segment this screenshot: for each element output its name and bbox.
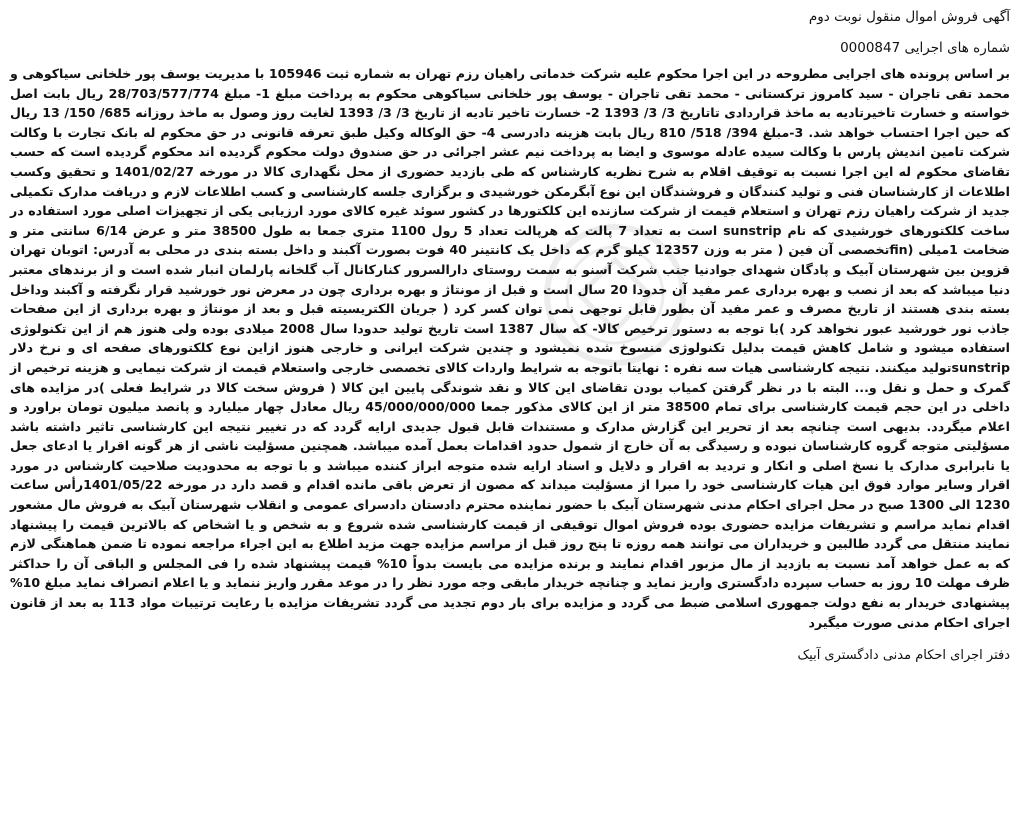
notice-title: آگهی فروش اموال منقول نوبت دوم [808, 9, 1010, 25]
case-numbers: شماره های اجرایی 0000847 [840, 40, 1010, 56]
notice-body: بر اساس پرونده های اجرایی مطروحه در این اجرا محکوم علیه شرکت خدماتی راهیان رزم تهران به شماره ثبت 105946 با مدیریت یوسف پور خلخانی سیاکوهی و محمد تقی تاجران - سید کامروز ترکستانی - محمد تقی تاجران - یوسف پور خلخانی سیاکوهی محکوم به پرداخت مبلغ 1- مبلغ 28/703/577/774 ریال بابت اصل خواسته و خسارت تاخیرتادیه به ماخذ قراردادی تاتاریخ 3/ 3/ 1393 2- خسارت تاخیر تادیه از تاریخ 3/ 3/ 1393 لغایت روز وصول به ماخذ روزانه 685/ 150/ 13 ریال که حین اجرا احتساب خواهد شد. 3-مبلغ 394/ 518/ 810 ریال بابت هزینه دادرسی 4- حق الوکاله وکیل طبق تعرفه قانونی در حق محکوم له بانک تجارت با وکالت شرکت تامین اندیش پارس با وکالت سیده عادله موسوی و ایضا به پرداخت نیم عشر اجرائی در حق صندوق دولت محکوم گردیده اند محکوم گردیده است که حسب تقاضای محکوم له این اجرا نسبت به توقیف اقلام به شرح نظریه کارشناس که طی بازدید حضوری از محل نگهداری کالا در مورخه 1401/02/27 و تحقیق وکسب اطلاعات از کارشناسان فنی و تولید کنندگان و فروشندگان این نوع آبگرمکن خورشیدی و برگزاری جلسه کارشناسی و کسب اطلاعات لازم و دریافت مدارک تکمیلی جدید از شرکت راهیان رزم تهران و استعلام قیمت از شرکت سازنده این کلکتورها در کشور سوئد غیره کالای مورد ارزیابی یکی از تجهیزات اصلی مورد استفاده در ساخت کلکتورهای خورشیدی که نام sunstrip است به تعداد 7 پالت که هرپالت تعداد 5 رول 1100 متری جمعا به طول 38500 متر و عرض 6/14 سانتی متر و ضخامت 1میلی (finتخصصی آن فین ( متر به وزن 12357 کیلو گرم که داخل یک کانتینر 40 فوت بصورت آکبند و داخل بسته بندی در محلی به آدرس: اتوبان تهران قزوین بین شهرستان آبیک و پادگان شهدای جوادنیا جنب شرکت آسنو به سمت روستای دارالسرور کنارکانال آب گلخانه پارلمان انبار شده است و از برندهای معتبر دنیا میباشد که بعد از نصب و بهره برداری عمر مفید آن حدودا 20 سال است و قبل از مونتاژ و بهره برداری چون در معرض نور خورشید قرار نگرفته و آکبند وداخل بسته بندی هستند از تاریخ مصرف و عمر مفید آن بطور قابل توجهی نمی توان کسر کرد ( جریان الکتریسیته قبل و بعد از مونتاژ و بهره برداری از این صفحات جاذب نور خورشید عبور نخواهد کرد )با توجه به دستور ترخیص کالا- که سال 1387 است تاریخ تولید حدودا سال 2008 میلادی بوده ولی هنوز هم از این تکنولوژی استفاده میشود و شامل کاهش قیمت بدلیل تکنولوژی منسوخ شده نمیشود و چندین شرکت ایرانی و خارجی هنوز ازاین نوع کلکتورهای صفحه ای و نرخ دلار sunstripتولید میکنند. نتیجه کارشناسی هیات سه نفره : نهایتا باتوجه به شرایط واردات کالای تخصصی خارجی واستعلام قیمت از شرکت نیمایی و هزینه ترخیص از گمرک و حمل و نقل و... البته با در نظر گرفتن کمیاب بودن تقاضای این کالا و نقد شوندگی پایین این کالا ( فروش سخت کالا در شرایط فعلی )در مزایده های داخلی در این حجم قیمت کارشناسی برای تمام 38500 متر از این کالای مذکور جمعا 45/000/000/000 ریال معادل چهار میلیارد و پانصد میلیون تومان براورد و اعلام میگردد. بدیهی است چنانچه بعد از تحریر این گزارش مدارک و مستندات قابل قبول جدیدی ارایه گردد که در تغییر نتیجه این کارشناسی تاثیر داشته باشد مسؤلیتی متوجه گروه کارشناسان نبوده و رسیدگی به آن خارج از شمول حدود اقدامات بعمل آمده میباشد. همچنین مسؤلیت ناشی از هر گونه اقرار یا ادعای جعل یا نابرابری مدارک یا نسخ اصلی و انکار و تردید به اقرار و دلایل و اسناد ارایه شده متوجه ابراز کننده میباشد و با توجه به محدودیت صلاحیت کارشناس در مورد اقرار وسایر موارد فوق این هیات کارشناسی خود را مبرا از مسؤلیت میداند که مصون از تعرض باقی مانده اقدام و قصد دارد در مورخه 1401/05/22رأس ساعت 1230 الی 1300 صبح در محل اجرای احکام مدنی شهرستان آبیک با حضور نماینده محترم دادستان دادسرای عمومی و انقلاب شهرستان آبیک به فروش مال مشعور اقدام نماید مراسم و تشریفات مزایده حضوری بوده فروش اموال توقیفی از قیمت کارشناسی شده شروع و به شخص و یا اشخاص که بالاترین قیمت را پیشنهاد نمایند منتقل می گردد طالبین و خریداران می توانند همه روزه تا پنج روز قبل از مراسم مزایده جهت مزید اطلاع به این اجراء مراجعه نموده تا ضمن هماهنگی لازم که به عمل خواهد آمد نسبت به بازدید از مال مزبور اقدام نمایند و برنده مزایده می بایست بدواً 10% قیمت پیشنهاد شده را فی المجلس و الباقی آن را حداکثر ظرف مهلت 10 روز به حساب سپرده دادگستری واریز نماید و چنانچه خریدار مابقی وجه مورد نظر را در موعد مقرر واریز ننماید و یا اعلام انصراف نماید مبلغ 10% پیشنهادی خریدار به نفع دولت جمهوری اسلامی ضبط می گردد و مزایده برای بار دوم تجدید می گردد تشریفات مزایده با رعایت ترتیبات مواد 113 به بعد از قانون اجرای احکام مدنی صورت میگیرد [10, 66, 1011, 630]
issuer-signature: دفتر اجرای احکام مدنی دادگستری آبیک [797, 648, 1010, 664]
